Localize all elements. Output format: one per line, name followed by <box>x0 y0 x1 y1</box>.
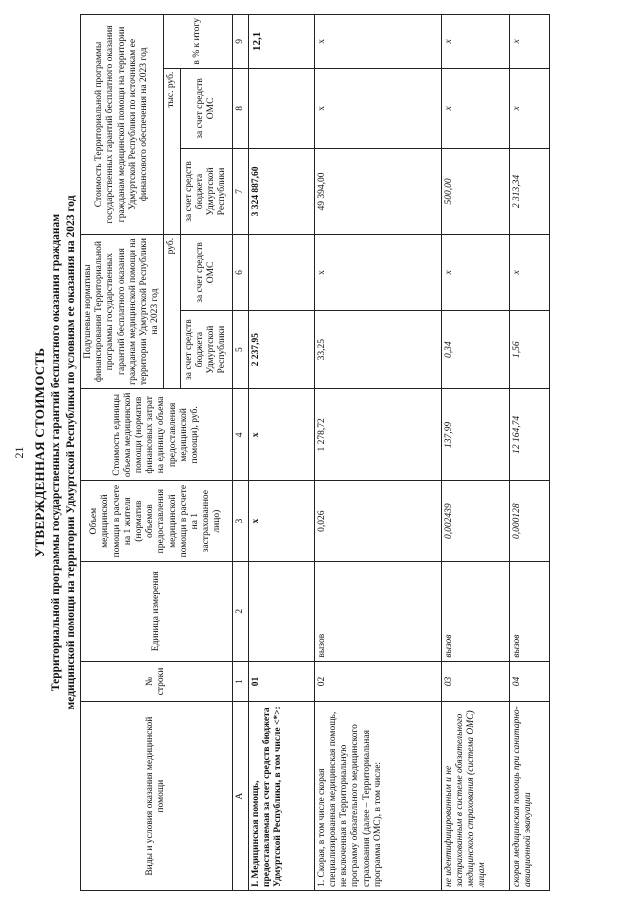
header-types: Виды и условия оказания медицинской помощи <box>81 702 233 891</box>
row-name: не идентифицированным и не застрахованным в системе обязательного медицинского страхования (система ОМС) лицам <box>441 702 509 891</box>
cost-table <box>80 14 550 891</box>
row-cost: 1 278,72 <box>314 389 441 481</box>
row-norm-budget: 33,25 <box>314 311 441 389</box>
row-cost-budget: 49 394,00 <box>314 149 441 235</box>
column-number: 9 <box>232 15 248 69</box>
row-cost: 12 164,74 <box>509 389 549 481</box>
row-cost: 137,99 <box>441 389 509 481</box>
row-number: 03 <box>441 661 509 702</box>
row-cost-oms: х <box>441 68 509 148</box>
row-number: 02 <box>314 661 441 702</box>
row-name: I. Медицинская помощь, предоставляемая за счет средств бюджета Удмуртской Республики, в том числе <*>: <box>248 702 314 891</box>
row-cost-budget: 2 313,34 <box>509 149 549 235</box>
column-number: 7 <box>232 149 248 235</box>
column-number: 6 <box>232 234 248 310</box>
row-percent: 12,1 <box>248 15 314 69</box>
page-number: 21 <box>12 446 26 459</box>
table-row <box>509 15 549 891</box>
row-cost-budget: 3 324 887,60 <box>248 149 314 235</box>
row-volume: х <box>248 481 314 561</box>
header-cost-unit-thous: тыс. руб. <box>164 68 180 234</box>
header-cost-budget: за счет средств бюджета Удмуртской Республики <box>180 149 232 235</box>
column-number: А <box>232 702 248 891</box>
header-norms-oms: за счет средств ОМС <box>180 234 232 310</box>
document-subtitle-line1: Территориальной программы государственных гарантий бесплатного оказания гражданам <box>50 213 62 692</box>
header-norms: Подушевые нормативы финансирования Территориальной программы государственных гарантий бесплатного оказания гражданам медицинской помощи на территории Удмуртской Республики на 2023 год <box>81 234 164 388</box>
header-cost-total: Стоимость Территориальной программы государственных гарантий бесплатного оказания гражданам медицинской помощи на территории Удмуртской Республики по источникам ее финансового обеспечения на 2023 год <box>81 15 164 235</box>
row-number: 04 <box>509 661 549 702</box>
row-name: 1. Скорая, в том числе скорая специализированная медицинская помощь, не включенная в Территориальную программу обязательного медицинского страхования (далее – Территориальная программа ОМС), в том числе: <box>314 702 441 891</box>
row-name: скорая медицинская помощь при санитарно-авиационной эвакуации <box>509 702 549 891</box>
column-number: 3 <box>232 481 248 561</box>
table-row <box>314 15 441 891</box>
header-cost-unit: Стоимость единицы объема медицинской помощи (норматив финансовых затрат на единицу объема предоставления медицинской помощи), руб. <box>81 389 233 481</box>
column-number: 2 <box>232 561 248 661</box>
row-percent: х <box>509 15 549 69</box>
header-cost-percent: в % к итогу <box>164 15 232 69</box>
row-volume: 0,026 <box>314 481 441 561</box>
row-norm-oms: х <box>441 234 509 310</box>
row-percent: х <box>314 15 441 69</box>
header-unit: Единица измерения <box>81 561 233 661</box>
header-cost-oms: за счет средств ОМС <box>180 68 232 148</box>
table-row <box>441 15 509 891</box>
header-volume: Объем медицинской помощи в расчете на 1 жителя (норматив объемов предоставления медицинской помощи в расчете на 1 застрахованное лицо) <box>81 481 233 561</box>
row-cost-oms: х <box>314 68 441 148</box>
row-norm-budget: 0,34 <box>441 311 509 389</box>
row-norm-oms <box>248 234 314 310</box>
document-title: УТВЕРЖДЕННАЯ СТОИМОСТЬ <box>32 347 47 558</box>
row-cost-oms <box>248 68 314 148</box>
row-unit: вызов <box>509 561 549 661</box>
row-number: 01 <box>248 661 314 702</box>
header-norms-unit: руб. <box>164 234 180 388</box>
row-cost: х <box>248 389 314 481</box>
row-norm-budget: 2 237,95 <box>248 311 314 389</box>
column-number: 5 <box>232 311 248 389</box>
column-number: 8 <box>232 68 248 148</box>
row-cost-oms: х <box>509 68 549 148</box>
row-percent: х <box>441 15 509 69</box>
row-volume: 0,002439 <box>441 481 509 561</box>
row-unit: вызов <box>314 561 441 661</box>
row-volume: 0,000128 <box>509 481 549 561</box>
row-norm-budget: 1,56 <box>509 311 549 389</box>
row-norm-oms: х <box>314 234 441 310</box>
row-unit: вызов <box>441 561 509 661</box>
row-cost-budget: 500,00 <box>441 149 509 235</box>
table-row <box>248 15 314 891</box>
document-subtitle-line2: медицинской помощи на территории Удмуртской Республики по условиям ее оказания на 2023 год <box>65 195 77 710</box>
column-number: 1 <box>232 661 248 702</box>
column-number: 4 <box>232 389 248 481</box>
header-norms-budget: за счет средств бюджета Удмуртской Республики <box>180 311 232 389</box>
row-norm-oms: х <box>509 234 549 310</box>
header-row-no: № строки <box>81 661 233 702</box>
row-unit <box>248 561 314 661</box>
